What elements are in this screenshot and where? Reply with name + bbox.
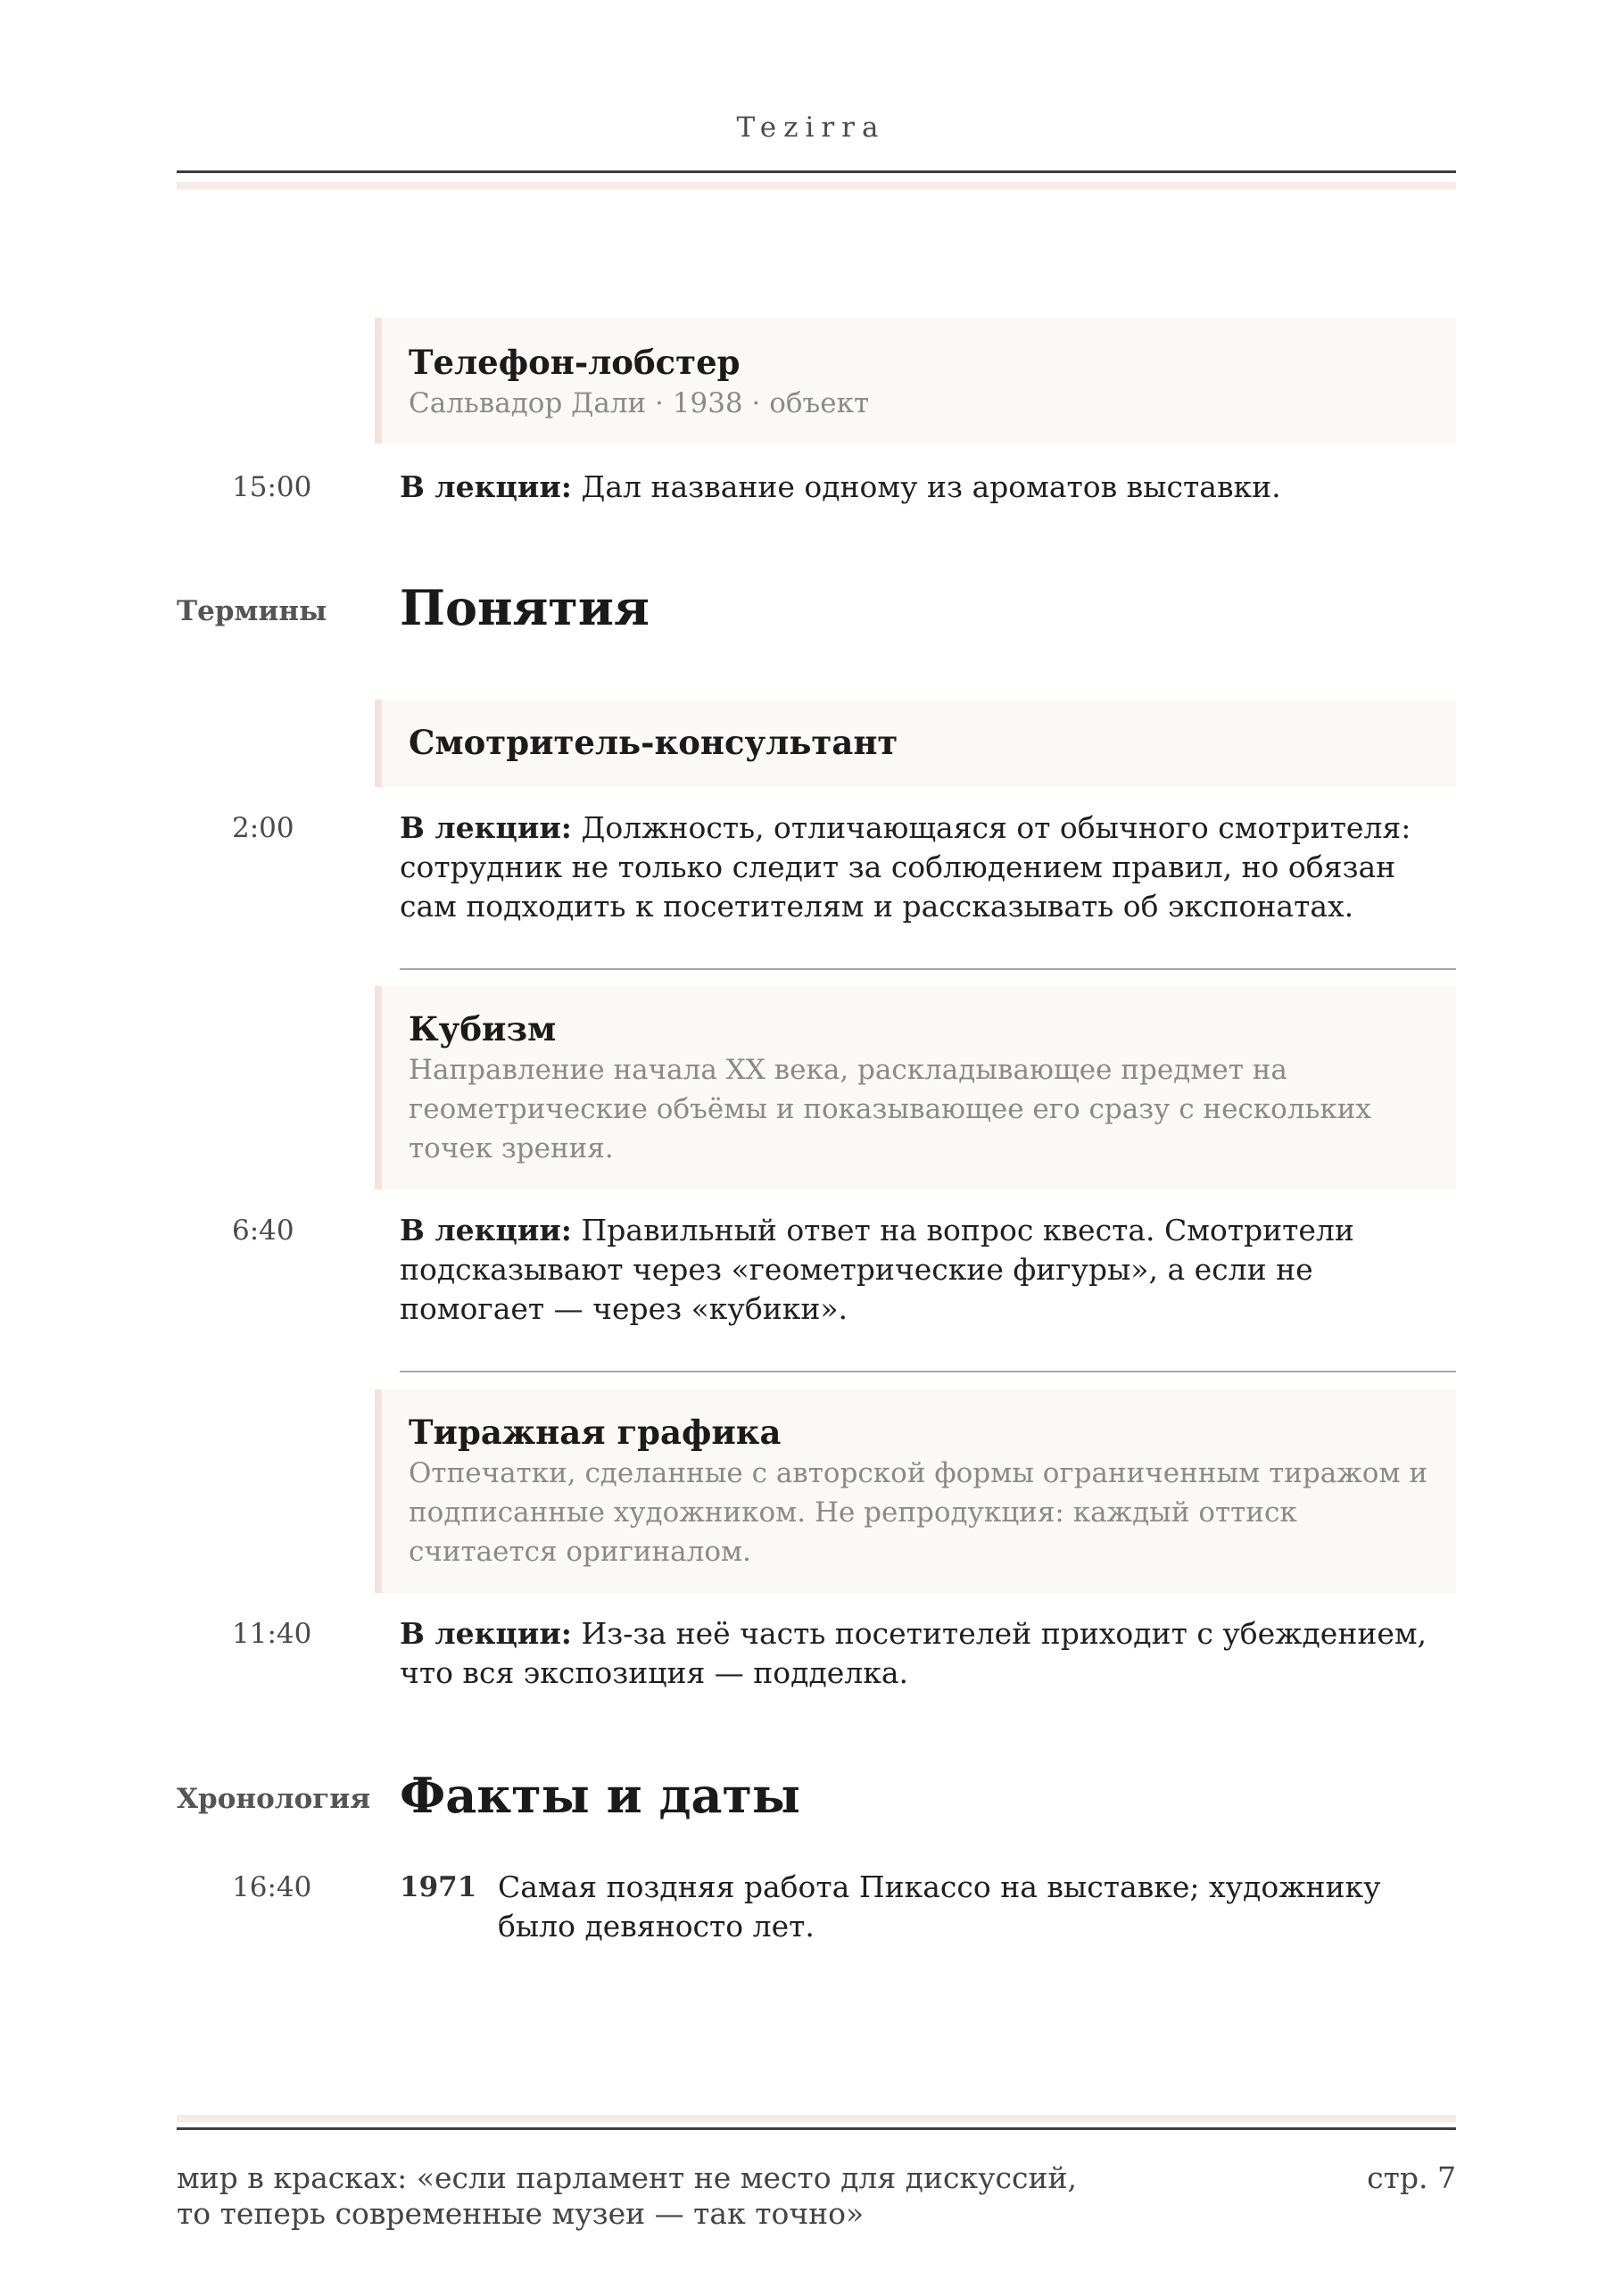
- term-description: Направление начала XX века, раскладывающее предмет на геометрические объёмы и показывающее его сразу с нескольких точек зрения.: [409, 1054, 1371, 1165]
- term-title: Тиражная графика: [409, 1413, 782, 1452]
- note-text: Дал название одному из ароматов выставки.: [572, 469, 1281, 504]
- section-title: Факты и даты: [400, 1767, 801, 1824]
- section-title: Понятия: [400, 579, 650, 636]
- note-label: В лекции:: [400, 1616, 572, 1651]
- note-text: Из-за неё часть посетителей приходит с убеждением, что вся экспозиция — подделка.: [400, 1616, 1428, 1690]
- footer-line: мир в красках: «если парламент не место для дискуссий,: [177, 2160, 1077, 2195]
- footer-accent-rule: [177, 2115, 1456, 2122]
- header-rule: [177, 170, 1456, 173]
- term-title: Кубизм: [409, 1009, 557, 1049]
- term-title: Смотритель-консультант: [409, 723, 898, 762]
- section-label: Хронология: [177, 1783, 371, 1815]
- divider: [400, 1371, 1456, 1372]
- term-card: [375, 986, 1456, 1189]
- lecture-note: [400, 468, 1456, 507]
- term-card: [375, 700, 1456, 787]
- page-number: стр. 7: [1367, 2160, 1456, 2195]
- timestamp: 2:00: [232, 812, 294, 844]
- header-accent-rule: [177, 182, 1456, 189]
- note-label: В лекции:: [400, 810, 572, 845]
- note-text: Правильный ответ на вопрос квеста. Смотрители подсказывают через «геометрические фигуры», а если не помогает — через «кубики».: [400, 1213, 1354, 1326]
- note-label: В лекции:: [400, 1213, 572, 1247]
- lecture-note: [400, 1211, 1456, 1329]
- timestamp: 16:40: [232, 1871, 312, 1903]
- timestamp: 15:00: [232, 471, 312, 503]
- artwork-card: [375, 318, 1456, 443]
- footer-rule: [177, 2127, 1456, 2130]
- term-card: [375, 1389, 1456, 1593]
- note-text: Должность, отличающаяся от обычного смотрителя: сотрудник не только следит за соблюдением правил, но обязан сам подходить к посетителям и рассказывать об экспонатах.: [400, 810, 1411, 924]
- term-description: Отпечатки, сделанные с авторской формы ограниченным тиражом и подписанные художником. Не репродукция: каждый оттиск считается оригиналом.: [409, 1457, 1428, 1568]
- note-label: В лекции:: [400, 469, 572, 504]
- card-subtitle: Сальвадор Дали · 1938 · объект: [409, 387, 870, 419]
- divider: [400, 968, 1456, 970]
- fact-year: 1971: [400, 1871, 477, 1903]
- footer-line: то теперь современные музеи — так точно»: [177, 2196, 865, 2231]
- timestamp: 11:40: [232, 1618, 312, 1650]
- timestamp: 6:40: [232, 1214, 294, 1247]
- section-label: Термины: [177, 595, 327, 627]
- fact-text: Самая поздняя работа Пикассо на выставке; художнику было девяносто лет.: [498, 1869, 1381, 1944]
- lecture-note: [400, 808, 1456, 926]
- brand-title: Tezirra: [736, 112, 886, 144]
- lecture-note: [400, 1614, 1456, 1693]
- footer-caption: [177, 2160, 1158, 2232]
- card-title: Телефон-лобстер: [409, 343, 741, 382]
